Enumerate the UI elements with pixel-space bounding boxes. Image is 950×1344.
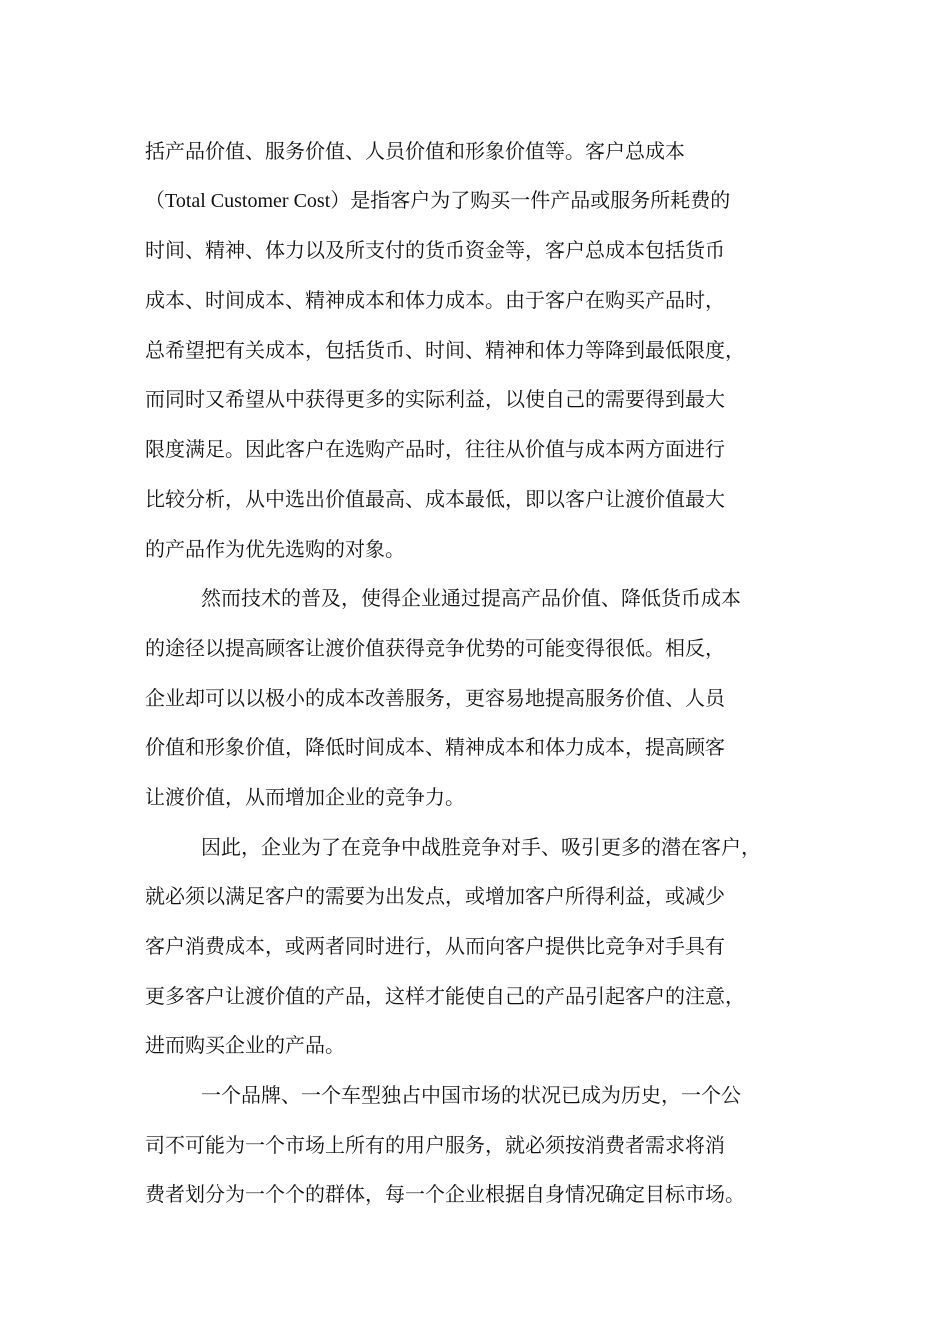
paragraph: [145, 823, 825, 1071]
text-line: 成本、时间成本、精神成本和体力成本。由于客户在购买产品时，: [145, 288, 725, 313]
paragraph: [145, 127, 825, 574]
text-line: 司不可能为一个市场上所有的用户服务，就必须按消费者需求将消: [145, 1132, 725, 1157]
text-line: 价值和形象价值，降低时间成本、精神成本和体力成本，提高顾客: [145, 735, 725, 760]
text-line: 的产品作为优先选购的对象。: [145, 536, 405, 561]
text-line: 就必须以满足客户的需要为出发点，或增加客户所得利益，或减少: [145, 884, 725, 909]
text-line: 费者划分为一个个的群体，每一个企业根据自身情况确定目标市场。: [145, 1182, 745, 1207]
paragraph: [145, 1071, 825, 1220]
text-line: 更多客户让渡价值的产品，这样才能使自己的产品引起客户的注意，: [145, 983, 745, 1008]
text-line: 企业却可以以极小的成本改善服务，更容易地提高服务价值、人员: [145, 685, 725, 710]
text-line: 让渡价值，从而增加企业的竞争力。: [145, 784, 465, 809]
body-text: [145, 127, 825, 1220]
text-line: 进而购买企业的产品。: [145, 1033, 345, 1058]
text-line: 因此，企业为了在竞争中战胜竞争对手、吸引更多的潜在客户，: [201, 834, 761, 859]
paragraph: [145, 574, 825, 822]
text-line: 时间、精神、体力以及所支付的货币资金等，客户总成本包括货币: [145, 238, 725, 263]
text-line: 限度满足。因此客户在选购产品时，往往从价值与成本两方面进行: [145, 437, 725, 462]
text-line: 客户消费成本，或两者同时进行，从而向客户提供比竞争对手具有: [145, 934, 725, 958]
text-line: 的途径以提高顾客让渡价值获得竞争优势的可能变得很低。相反，: [145, 635, 725, 660]
text-line: 总希望把有关成本，包括货币、时间、精神和体力等降到最低限度，: [145, 337, 745, 362]
text-line: 一个品牌、一个车型独占中国市场的状况已成为历史，一个公: [201, 1083, 741, 1108]
text-line: 然而技术的普及，使得企业通过提高产品价值、降低货币成本: [201, 586, 741, 611]
text-line: （Total Customer Cost）是指客户为了购买一件产品或服务所耗费的: [145, 189, 731, 212]
text-line: 括产品价值、服务价值、人员价值和形象价值等。客户总成本: [145, 139, 685, 163]
text-line: 比较分析，从中选出价值最高、成本最低，即以客户让渡价值最大: [145, 486, 725, 511]
text-line: 而同时又希望从中获得更多的实际利益，以使自己的需要得到最大: [145, 387, 725, 412]
